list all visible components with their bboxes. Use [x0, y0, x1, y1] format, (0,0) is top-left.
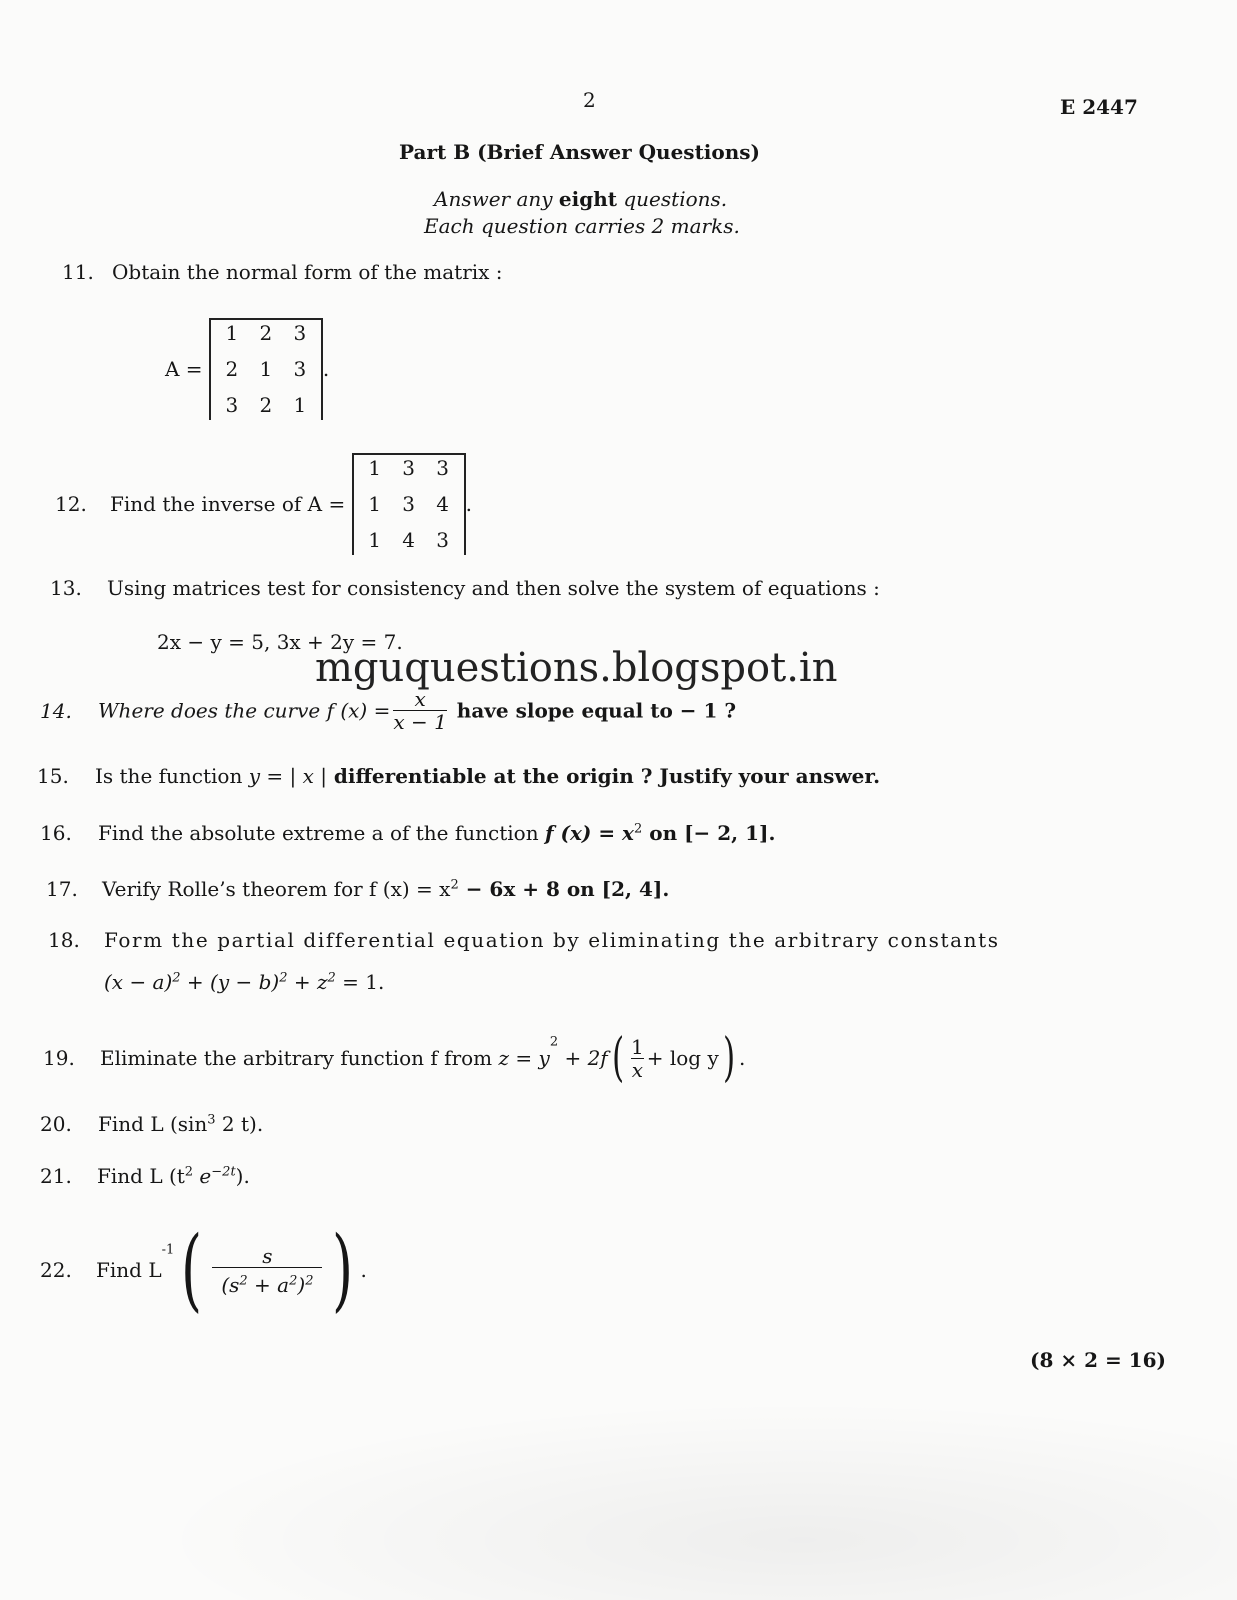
- question-text: 2 t).: [215, 1112, 264, 1136]
- paper-code: E 2447: [1060, 95, 1138, 119]
- matrix-cell: 4: [436, 492, 449, 516]
- superscript: 3: [207, 1112, 216, 1128]
- math: + z: [287, 970, 328, 994]
- superscript: -1: [161, 1242, 175, 1258]
- watermark: mguquestions.blogspot.in: [315, 645, 838, 691]
- matrix-cell: 3: [293, 357, 307, 381]
- math: f (x) =: [326, 698, 391, 723]
- denominator: [212, 1267, 322, 1296]
- question-text: ).: [235, 1164, 250, 1188]
- matrix-cell: 1: [225, 321, 239, 345]
- question-13-equation: 2x − y = 5, 3x + 2y = 7.: [157, 630, 403, 654]
- right-paren: ): [332, 1217, 354, 1322]
- matrix-label: A =: [165, 357, 203, 381]
- question-17: [46, 877, 669, 901]
- instruction-line-2: Each question carries 2 marks.: [424, 214, 740, 238]
- matrix-cell: 3: [402, 456, 415, 480]
- question-number: 17.: [46, 877, 78, 901]
- question-19: [43, 1028, 746, 1088]
- question-number: 13.: [50, 576, 82, 600]
- question-text: Find L (sin: [98, 1112, 208, 1136]
- question-number: 20.: [40, 1112, 72, 1136]
- question-text: Find the absolute extreme a of the function: [98, 821, 545, 845]
- question-12: [55, 453, 472, 555]
- question-number: 11.: [62, 260, 94, 284]
- question-text: Find L: [96, 1258, 162, 1282]
- question-15: [37, 764, 880, 788]
- numerator: s: [262, 1243, 273, 1268]
- math: f (x) = x: [369, 877, 451, 901]
- question-text: Form the partial differential equation by eliminating the arbitrary constants: [104, 928, 1000, 952]
- period: .: [465, 492, 472, 516]
- superscript: 2: [239, 1272, 248, 1288]
- matrix-cell: 1: [368, 456, 381, 480]
- math: y = | x |: [248, 764, 327, 788]
- question-number: 12.: [55, 492, 87, 516]
- right-paren: ): [722, 1028, 735, 1088]
- question-11: [62, 260, 503, 284]
- part-title: Part B (Brief Answer Questions): [399, 140, 761, 164]
- matrix-cell: 1: [368, 528, 381, 552]
- superscript: 2: [172, 970, 181, 986]
- matrix: [209, 318, 323, 420]
- question-18-equation: [104, 970, 384, 994]
- instruction-bold: eight: [558, 187, 618, 211]
- question-13: [50, 576, 880, 600]
- question-number: 21.: [40, 1164, 72, 1188]
- instruction-text: questions.: [617, 187, 728, 211]
- matrix-cell: 2: [225, 357, 239, 381]
- math: e: [193, 1164, 212, 1188]
- question-text: Is the function: [95, 764, 249, 788]
- math: (x − a): [104, 970, 173, 994]
- math: z = y: [498, 1046, 550, 1070]
- question-text: differentiable at the origin ? Justify your answer.: [326, 764, 881, 788]
- question-16: [40, 821, 775, 845]
- question-21: [40, 1164, 250, 1188]
- matrix-cell: 1: [293, 393, 307, 417]
- question-text: on [− 2, 1].: [642, 821, 776, 845]
- superscript: 2: [450, 877, 459, 893]
- question-22: [40, 1217, 367, 1322]
- superscript: 2: [633, 821, 643, 837]
- question-20: [40, 1112, 263, 1136]
- matrix-cell: 4: [402, 528, 415, 552]
- numerator: 1: [631, 1034, 644, 1059]
- question-text: Find L (t: [97, 1164, 185, 1188]
- math: ): [297, 1272, 306, 1297]
- marks-total: (8 × 2 = 16): [1030, 1348, 1166, 1372]
- matrix-cell: 3: [293, 321, 307, 345]
- scan-noise: [150, 1400, 1237, 1600]
- question-text: Using matrices test for consistency and then solve the system of equations :: [107, 576, 880, 600]
- question-text: Obtain the normal form of the matrix :: [112, 260, 503, 284]
- instruction-line-1: [434, 187, 727, 211]
- question-number: 19.: [43, 1046, 75, 1070]
- math: + (y − b): [180, 970, 280, 994]
- question-text: Where does the curve: [98, 698, 327, 723]
- matrix: [352, 453, 466, 555]
- matrix-cell: 1: [368, 492, 381, 516]
- fraction: [212, 1245, 322, 1296]
- matrix-cell: 3: [436, 528, 449, 552]
- math: f (x) = x: [544, 821, 634, 845]
- fraction: [631, 1036, 644, 1081]
- question-14: [40, 688, 736, 733]
- question-text: Eliminate the arbitrary function f from: [100, 1046, 499, 1070]
- question-number: 14.: [40, 698, 72, 723]
- page-number: 2: [583, 88, 596, 112]
- superscript: 2: [549, 1034, 559, 1050]
- question-18: [48, 928, 1000, 952]
- math: = 1.: [335, 970, 385, 994]
- question-text: Find the inverse of A =: [110, 492, 346, 516]
- question-text: Verify Rolle’s theorem for: [102, 877, 370, 901]
- denominator: x − 1: [393, 710, 447, 734]
- question-number: 16.: [40, 821, 72, 845]
- question-number: 18.: [48, 928, 80, 952]
- superscript: 2: [289, 1272, 298, 1288]
- matrix-cell: 3: [402, 492, 415, 516]
- math: + 2f: [558, 1046, 608, 1070]
- period: .: [322, 357, 330, 381]
- superscript: 2: [327, 970, 336, 986]
- question-number: 15.: [37, 764, 69, 788]
- question-text: have slope equal to − 1 ?: [449, 698, 737, 723]
- question-number: 22.: [40, 1258, 72, 1282]
- question-11-matrix: [165, 318, 329, 420]
- period: .: [360, 1258, 367, 1282]
- numerator: x: [414, 687, 426, 711]
- fraction: [393, 688, 446, 733]
- math: (s: [221, 1272, 240, 1297]
- matrix-cell: 3: [436, 456, 449, 480]
- matrix-cell: 1: [259, 357, 273, 381]
- superscript: −2t: [211, 1164, 236, 1180]
- denominator: x: [631, 1057, 643, 1082]
- left-paren: (: [181, 1217, 203, 1322]
- matrix-cell: 2: [259, 321, 273, 345]
- math: + log y: [646, 1046, 719, 1070]
- period: .: [739, 1046, 746, 1070]
- matrix-cell: 3: [225, 393, 239, 417]
- instruction-text: Answer any: [434, 187, 559, 211]
- matrix-cell: 2: [259, 393, 273, 417]
- left-paren: (: [611, 1028, 624, 1088]
- superscript: 2: [279, 970, 288, 986]
- question-text: − 6x + 8 on [2, 4].: [458, 877, 670, 901]
- superscript: 2: [184, 1164, 194, 1180]
- superscript: 2: [305, 1272, 314, 1288]
- math: + a: [247, 1272, 290, 1297]
